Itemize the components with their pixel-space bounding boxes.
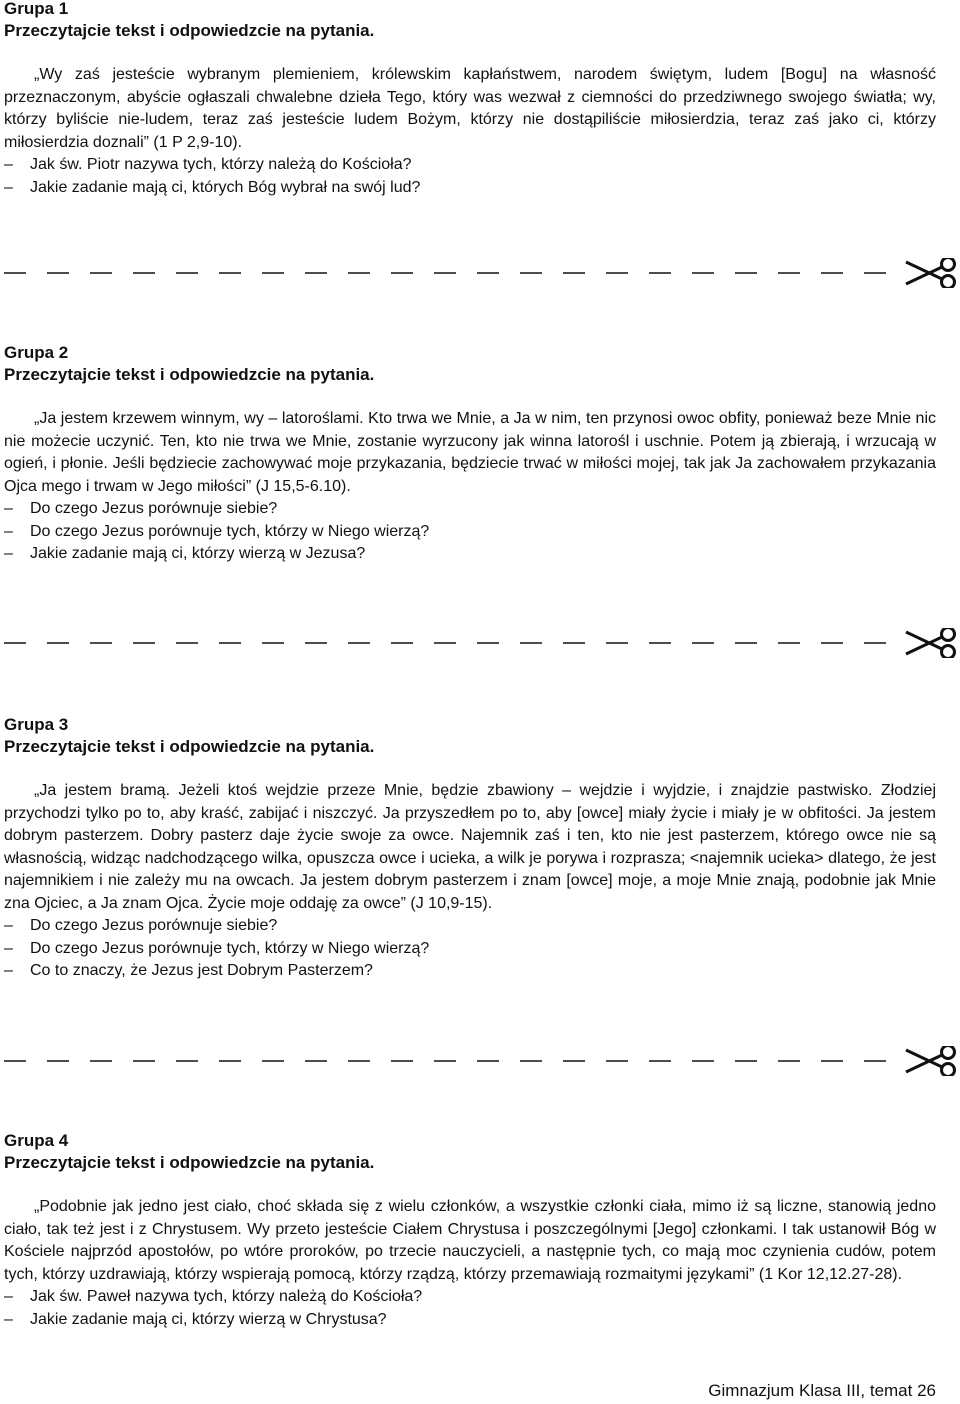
group-2 [4,342,936,566]
scissors-icon [906,1046,955,1076]
group-1 [4,0,936,199]
question-item: – Do czego Jezus porównuje siebie? [4,915,936,938]
group-text: „Ja jestem bramą. Jeżeli ktoś wejdzie przeze Mnie, będzie zbawiony – wejdzie i wyjdzie, i znajdzie pastwisko. Złodziej przychodzi tylko po to, aby kraść, zabijać i niszczyć. Ja przyszedłem po to, aby [owce] miały życie i miały je w obfitości. Ja jestem dobrym pasterzem. Dobry pasterz daje życie swoje za owce. Najemnik zaś i ten, kto nie jest pasterzem, którego owce nie są własnością, widząc nadchodzącego wilka, opuszcza owce i ucieka, a wilk je porywa i rozprasza; <najemnik ucieka> dlatego, że jest najemnikiem i nie zależy mu na owcach. Ja jestem dobrym pasterzem i znam [owce] moje, a moje Mnie znają, podobnie jak Mnie zna Ojciec, a Ja znam Ojca. Życie moje oddaję za owce” (J 10,9-15). [4,782,936,912]
question-item: – Do czego Jezus porównuje siebie? [4,498,936,521]
question-item: – Do czego Jezus porównuje tych, którzy w Niego wierzą? [4,521,936,544]
group-title: Grupa 2 [4,343,69,362]
group-text: „Ja jestem krzewem winnym, wy – latoroślami. Kto trwa we Mnie, a Ja w nim, ten przynosi owoc obfity, ponieważ beze Mnie nic nie możecie uczynić. Ten, kto nie trwa we Mnie, zostanie wyrzucony jak winna latorośl i uschnie. Potem ją zbierają, i wrzucają w ogień, i płonie. Jeśli będziecie zachowywać moje przykazania, będziecie trwać w miłości mojej, tak jak Ja zachowałem przykazania Ojca mego i trwam w Jego miłości” (J 15,5-6.10). [4,410,936,495]
group-instruction: Przeczytajcie tekst i odpowiedzcie na pytania. [4,1153,375,1172]
cut-line [4,258,960,288]
group-4 [4,1130,936,1331]
group-title: Grupa 4 [4,1131,69,1150]
group-title: Grupa 3 [4,715,69,734]
scissors-icon [906,258,955,288]
cut-line [4,1046,960,1076]
question-item: – Co to znaczy, że Jezus jest Dobrym Pasterzem? [4,960,936,983]
question-item: – Jak św. Paweł nazywa tych, którzy należą do Kościoła? [4,1286,936,1309]
question-item: – Do czego Jezus porównuje tych, którzy w Niego wierzą? [4,938,936,961]
group-instruction: Przeczytajcie tekst i odpowiedzcie na pytania. [4,737,375,756]
group-text: „Wy zaś jesteście wybranym plemieniem, królewskim kapłaństwem, narodem świętym, ludem [Bogu] na własność przeznaczonym, abyście ogłaszali chwalebne dzieła Tego, który was wezwał z ciemności do przedziwnego swojego światła; wy, którzy byliście nie-ludem, teraz zaś jesteście ludem Bożym, którzy nie dostąpiliście miłosierdzia, teraz zaś jako ci, którzy miłosierdzia doznali” (1 P 2,9-10). [4,66,936,151]
group-instruction: Przeczytajcie tekst i odpowiedzcie na pytania. [4,21,375,40]
group-title: Grupa 1 [4,0,69,18]
question-item: – Jakie zadanie mają ci, których Bóg wybrał na swój lud? [4,177,936,200]
question-list [4,1286,936,1331]
question-item: – Jakie zadanie mają ci, którzy wierzą w Chrystusa? [4,1309,936,1332]
question-item: – Jak św. Piotr nazywa tych, którzy należą do Kościoła? [4,154,936,177]
cut-line [4,628,960,658]
question-list [4,154,936,199]
group-instruction: Przeczytajcie tekst i odpowiedzcie na pytania. [4,365,375,384]
scissors-icon [906,628,955,658]
group-3 [4,714,936,983]
question-list [4,498,936,566]
group-text: „Podobnie jak jedno jest ciało, choć składa się z wielu członków, a wszystkie członki ciała, mimo iż są liczne, stanowią jedno ciało, tak też jest i z Chrystusem. Wy przeto jesteście Ciałem Chrystusa i poszczególnymi [Jego] członkami. I tak ustanowił Bóg w Kościele najprzód apostołów, po wtóre proroków, po trzecie nauczycieli, a następnie tych, co mają moc czynienia cudów, potem tych, którzy uzdrawiają, którzy wspierają pomocą, którzy rządzą, którzy przemawiają rozmaitymi językami” (1 Kor 12,12.27-28). [4,1198,936,1283]
page-footer: Gimnazjum Klasa III, temat 26 [708,1381,936,1400]
question-item: – Jakie zadanie mają ci, którzy wierzą w Jezusa? [4,543,936,566]
question-list [4,915,936,983]
